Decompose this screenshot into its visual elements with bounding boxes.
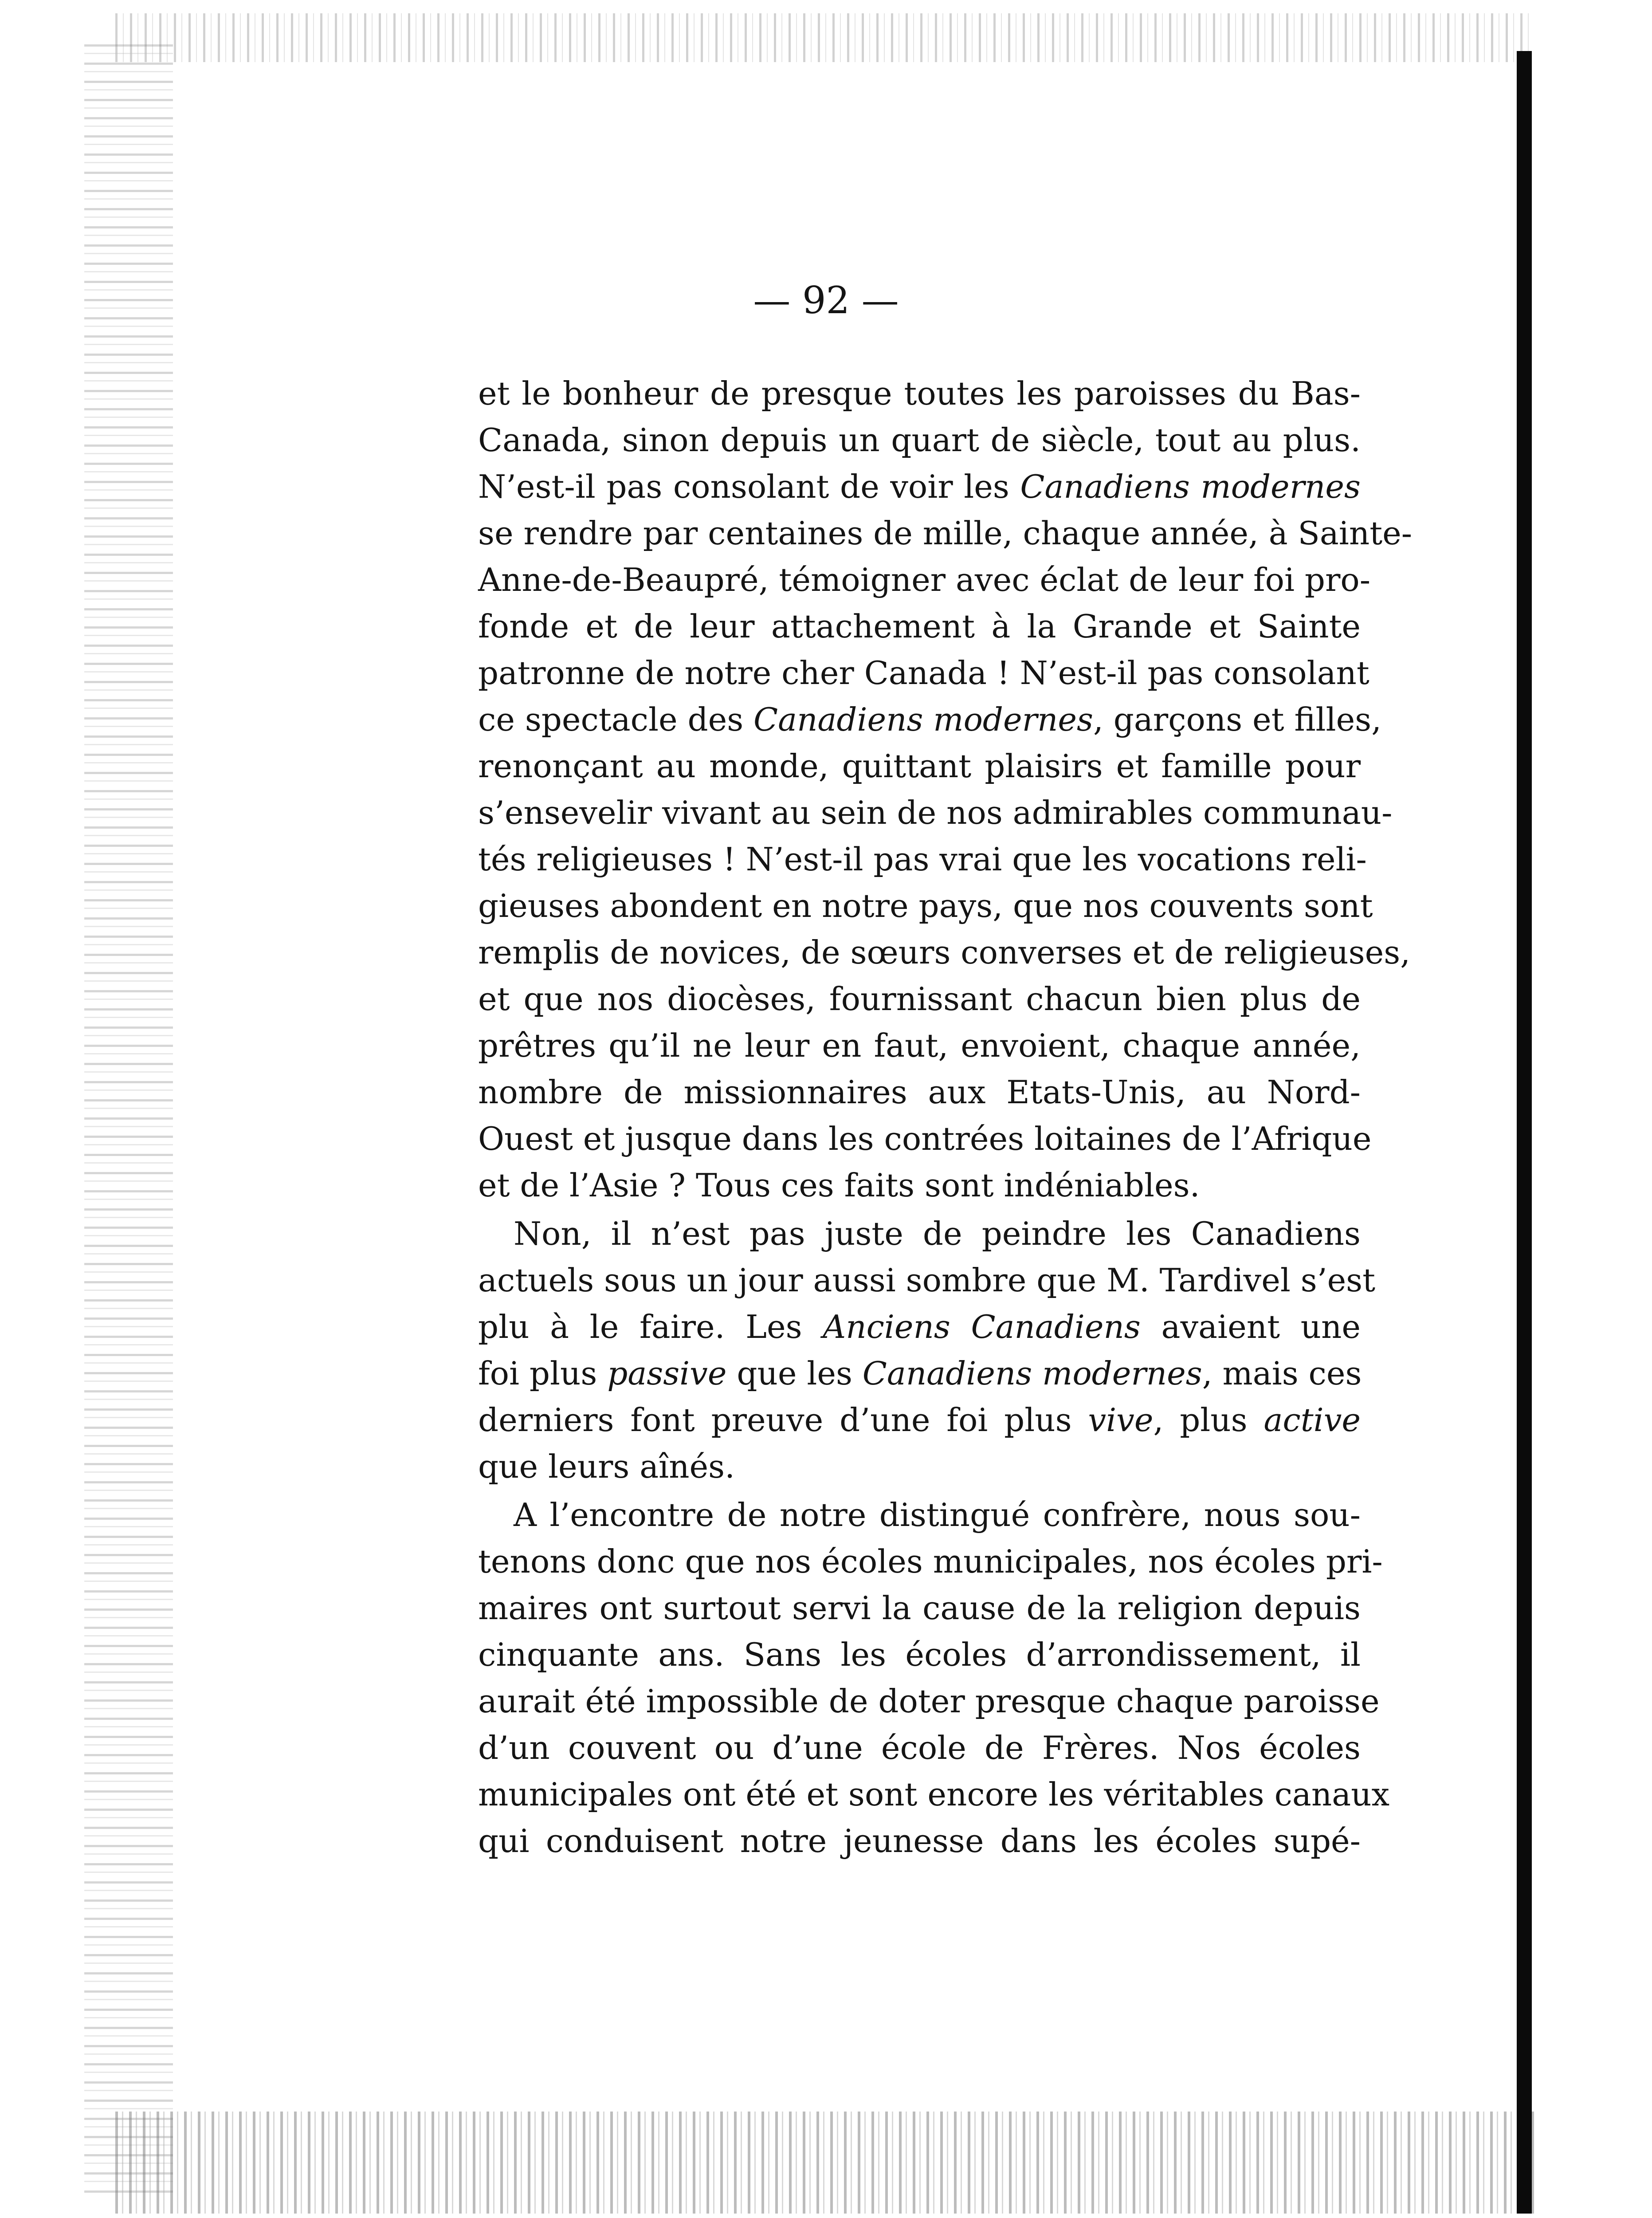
text-segment: municipales ont été et sont encore les véritables canaux (478, 1776, 1390, 1813)
text-segment: se rendre par centaines de mille, chaque année, à Sainte- (478, 515, 1413, 552)
text-line (478, 510, 1413, 557)
text-segment: tés religieuses ! N’est-il pas vrai que les vocations reli- (478, 841, 1367, 878)
text-segment: actuels sous un jour aussi sombre que M. Tardivel s’est (478, 1262, 1376, 1299)
text-line (478, 1116, 1372, 1162)
text-segment: et que nos diocèses, fournissant chacun bien plus de (478, 980, 1361, 1018)
text-segment: Anne-de-Beaupré, témoigner avec éclat de leur foi pro- (478, 561, 1371, 598)
scan-noise-bottom-edge (115, 2112, 1534, 2214)
text-segment: cinquante ans. Sans les écoles d’arrondissement, il (478, 1636, 1361, 1673)
text-segment: A l’encontre de notre distingué confrère, nous sou- (514, 1496, 1361, 1534)
text-segment: renonçant au monde, quittant plaisirs et famille pour (478, 747, 1361, 785)
text-line (478, 836, 1367, 883)
text-line (478, 1211, 1361, 1257)
text-segment: Canada, sinon depuis un quart de siècle, tout au plus. (478, 421, 1361, 459)
text-segment: derniers font preuve d’une foi plus (478, 1401, 1088, 1439)
text-segment: prêtres qu’il ne leur en faut, envoient, chaque année, (478, 1027, 1361, 1064)
text-line (478, 1350, 1361, 1397)
italic-text: Canadiens modernes (1020, 468, 1361, 505)
text-segment: tenons donc que nos écoles municipales, nos écoles pri- (478, 1543, 1383, 1580)
scan-noise-left-edge (84, 44, 173, 2196)
italic-text: passive (607, 1355, 727, 1392)
italic-text: Canadiens modernes (753, 701, 1093, 738)
text-segment: , mais ces (1202, 1355, 1362, 1392)
text-segment: , garçons et filles, (1093, 701, 1382, 738)
text-segment: foi plus (478, 1355, 608, 1392)
italic-text: Anciens Canadiens (823, 1308, 1141, 1345)
text-segment: , plus (1153, 1401, 1264, 1439)
text-segment: N’est-il pas consolant de voir les (478, 468, 1020, 505)
text-line (478, 1069, 1361, 1116)
text-segment: ce spectacle des (478, 701, 754, 738)
text-line (478, 790, 1393, 836)
text-line (478, 1725, 1361, 1771)
text-line (478, 696, 1382, 743)
italic-text: vive (1088, 1401, 1154, 1439)
text-segment: avaient une (1140, 1308, 1361, 1345)
text-line (478, 1022, 1361, 1069)
text-line (478, 417, 1361, 464)
text-line (478, 1162, 1361, 1209)
italic-text: active (1264, 1401, 1361, 1439)
text-line (478, 1397, 1361, 1443)
text-line (478, 650, 1369, 696)
text-segment: et de l’Asie ? Tous ces faits sont indéniables. (478, 1167, 1200, 1204)
text-segment: et le bonheur de presque toutes les paroisses du Bas- (478, 375, 1361, 412)
text-line (478, 1538, 1383, 1585)
text-line (478, 1818, 1361, 1864)
text-segment: nombre de missionnaires aux Etats-Unis, au Nord- (478, 1074, 1361, 1111)
text-line (478, 1585, 1361, 1632)
scan-noise-top-edge (115, 13, 1534, 62)
text-segment: plu à le faire. Les (478, 1308, 823, 1345)
text-segment: que leurs aînés. (478, 1448, 735, 1485)
text-segment: maires ont surtout servi la cause de la religion depuis (478, 1589, 1361, 1627)
text-line (478, 1443, 1361, 1490)
text-segment: que les (726, 1355, 863, 1392)
text-line (478, 1304, 1361, 1350)
text-segment: s’ensevelir vivant au sein de nos admirables communau- (478, 794, 1393, 831)
text-segment: qui conduisent notre jeunesse dans les écoles supé- (478, 1822, 1361, 1860)
text-line (478, 976, 1361, 1022)
page-number: — 92 — (753, 279, 899, 322)
text-line (478, 929, 1411, 976)
text-segment: gieuses abondent en notre pays, que nos couvents sont (478, 887, 1373, 924)
text-line (478, 883, 1373, 929)
text-segment: remplis de novices, de sœurs converses et de religieuses, (478, 934, 1411, 971)
text-segment: d’un couvent ou d’une école de Frères. Nos écoles (478, 1729, 1361, 1766)
text-line (478, 603, 1361, 650)
text-line (478, 1257, 1376, 1304)
text-segment: fonde et de leur attachement à la Grande et Sainte (478, 608, 1361, 645)
text-line (478, 1492, 1361, 1538)
text-line (478, 557, 1371, 603)
text-line (478, 1678, 1380, 1725)
text-line (478, 1632, 1361, 1678)
text-line (478, 370, 1361, 417)
scan-dark-right-border (1517, 51, 1532, 2214)
text-segment: aurait été impossible de doter presque chaque paroisse (478, 1683, 1380, 1720)
text-line (478, 1771, 1390, 1818)
text-segment: patronne de notre cher Canada ! N’est-il pas consolant (478, 654, 1369, 692)
text-segment: Non, il n’est pas juste de peindre les Canadiens (514, 1215, 1361, 1252)
text-segment: Ouest et jusque dans les contrées loitaines de l’Afrique (478, 1120, 1372, 1157)
text-line (478, 464, 1361, 510)
body-text (478, 370, 1413, 1864)
text-line (478, 743, 1361, 790)
italic-text: Canadiens modernes (862, 1355, 1202, 1392)
